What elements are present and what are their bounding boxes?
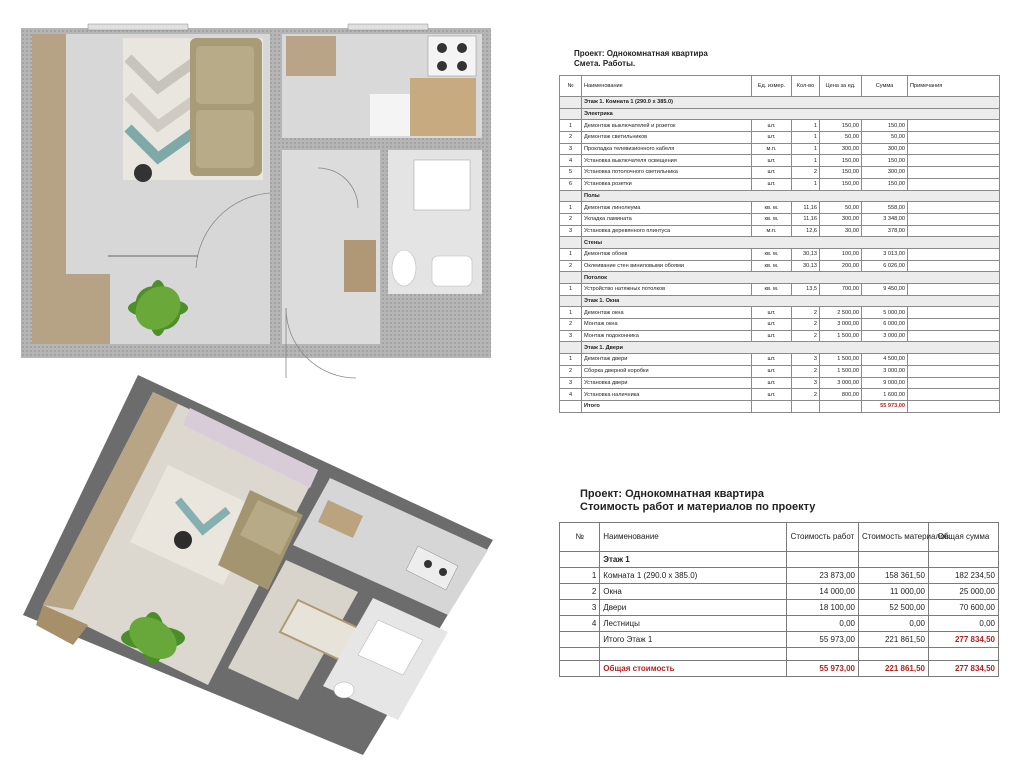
work-estimate-title-line1: Проект: Однокомнатная квартира <box>574 49 708 58</box>
table-cell: 2 <box>560 584 600 600</box>
table-cell <box>908 389 1000 401</box>
table-cell: 150,00 <box>820 120 862 132</box>
table-cell <box>908 132 1000 144</box>
table-cell: 3 <box>792 354 820 366</box>
col-header: Кол-во <box>792 76 820 97</box>
table-cell: 300,00 <box>862 167 908 179</box>
table-cell: шт. <box>752 377 792 389</box>
table-row <box>560 330 1000 342</box>
table-row <box>560 248 1000 260</box>
table-row <box>560 354 1000 366</box>
table-row <box>560 167 1000 179</box>
table-cell: 3 000,00 <box>862 365 908 377</box>
table-cell: 52 500,00 <box>859 600 929 616</box>
table-cell: 3 <box>560 143 582 155</box>
section-row <box>560 272 1000 284</box>
table-header-row <box>560 523 999 552</box>
table-cell: Потолок <box>582 272 1000 284</box>
table-cell: м.п. <box>752 143 792 155</box>
table-cell: 0,00 <box>928 616 998 632</box>
table-cell: 1 <box>560 568 600 584</box>
table-row <box>560 319 1000 331</box>
table-cell: Электрика <box>582 108 1000 120</box>
table-cell <box>560 400 582 412</box>
table-cell <box>752 400 792 412</box>
table-row <box>560 260 1000 272</box>
table-cell <box>859 552 929 568</box>
cost-summary-title-line1: Проект: Однокомнатная квартира <box>580 488 764 500</box>
table-cell: 158 361,50 <box>859 568 929 584</box>
table-cell: 221 861,50 <box>859 632 929 648</box>
table-cell: кв. м. <box>752 213 792 225</box>
table-cell: 5 000,00 <box>862 307 908 319</box>
table-cell: 11 000,00 <box>859 584 929 600</box>
table-cell: Установка потолочного светильника <box>582 167 752 179</box>
table-cell: 3 <box>560 377 582 389</box>
table-row <box>560 120 1000 132</box>
table-cell: 1 <box>792 143 820 155</box>
table-cell: Установка розетки <box>582 178 752 190</box>
table-cell: Монтаж подоконника <box>582 330 752 342</box>
floor-plan-3d <box>18 370 496 760</box>
table-cell: 300,00 <box>862 143 908 155</box>
table-cell: Окна <box>600 584 787 600</box>
table-cell: 1 600,00 <box>862 389 908 401</box>
table-cell: 2 <box>560 260 582 272</box>
floor-row <box>560 552 999 568</box>
table-cell: м.п. <box>752 225 792 237</box>
table-cell: Установка двери <box>582 377 752 389</box>
table-cell: 150,00 <box>862 178 908 190</box>
table-cell: 1 <box>560 284 582 296</box>
table-row <box>560 600 999 616</box>
table-cell: Установка деревянного плинтуса <box>582 225 752 237</box>
table-cell: Общая стоимость <box>600 661 787 677</box>
section-row <box>560 342 1000 354</box>
table-cell: 1 <box>560 120 582 132</box>
cost-summary-title <box>580 488 815 514</box>
table-cell: 1 <box>792 120 820 132</box>
table-cell <box>908 155 1000 167</box>
grand-total-row <box>560 661 999 677</box>
table-cell: Лестницы <box>600 616 787 632</box>
table-cell: 150,00 <box>820 167 862 179</box>
table-cell: шт. <box>752 132 792 144</box>
table-row <box>560 284 1000 296</box>
col-header: Стоимость работ <box>786 523 858 552</box>
table-cell: 9 000,00 <box>862 377 908 389</box>
table-cell: 5 <box>560 167 582 179</box>
table-cell <box>908 202 1000 214</box>
room-row <box>560 97 1000 109</box>
table-cell: 1 <box>792 155 820 167</box>
table-cell: шт. <box>752 167 792 179</box>
table-cell: Монтаж окна <box>582 319 752 331</box>
table-cell <box>908 248 1000 260</box>
cost-summary-body <box>560 552 999 677</box>
section-row <box>560 190 1000 202</box>
table-cell <box>560 97 582 109</box>
table-cell: 3 000,00 <box>862 330 908 342</box>
col-header: Примечания <box>908 76 1000 97</box>
table-cell: 1 <box>560 307 582 319</box>
table-cell: 4 <box>560 155 582 167</box>
table-cell: 11,16 <box>792 213 820 225</box>
table-cell: 1 <box>560 248 582 260</box>
table-cell <box>908 400 1000 412</box>
table-cell <box>560 552 600 568</box>
table-cell: 13,5 <box>792 284 820 296</box>
table-cell <box>560 237 582 249</box>
table-cell: 277 834,50 <box>928 661 998 677</box>
table-cell: Стены <box>582 237 1000 249</box>
table-cell: 150,00 <box>862 120 908 132</box>
table-row <box>560 389 1000 401</box>
table-cell: 221 861,50 <box>859 661 929 677</box>
table-cell: 2 <box>560 213 582 225</box>
table-row <box>560 365 1000 377</box>
table-cell: 300,00 <box>820 143 862 155</box>
cost-summary-title-line2: Стоимость работ и материалов по проекту <box>580 501 816 513</box>
table-cell: 70 600,00 <box>928 600 998 616</box>
table-cell: Итого <box>582 400 752 412</box>
col-header: Сумма <box>862 76 908 97</box>
table-cell: Этаж 1. Окна <box>582 295 1000 307</box>
table-cell: 3 000,00 <box>820 319 862 331</box>
table-cell: Итого Этаж 1 <box>600 632 787 648</box>
table-cell: 1 <box>560 202 582 214</box>
table-cell: 12,6 <box>792 225 820 237</box>
table-cell: Демонтаж линолеума <box>582 202 752 214</box>
table-cell: 3 013,00 <box>862 248 908 260</box>
table-cell: 182 234,50 <box>928 568 998 584</box>
table-cell: 3 <box>792 377 820 389</box>
table-cell: 378,00 <box>862 225 908 237</box>
table-cell <box>820 400 862 412</box>
table-row <box>560 616 999 632</box>
table-cell: Демонтаж окна <box>582 307 752 319</box>
table-cell <box>792 400 820 412</box>
table-cell: 1 500,00 <box>820 354 862 366</box>
table-row <box>560 377 1000 389</box>
table-cell: 2 <box>792 167 820 179</box>
table-cell <box>908 319 1000 331</box>
floor-total-row <box>560 632 999 648</box>
table-cell <box>560 108 582 120</box>
table-cell: Укладка ламината <box>582 213 752 225</box>
table-cell <box>908 213 1000 225</box>
table-cell <box>560 661 600 677</box>
table-row <box>560 213 1000 225</box>
table-cell: Сборка дверной коробки <box>582 365 752 377</box>
table-cell: 800,00 <box>820 389 862 401</box>
table-cell: шт. <box>752 155 792 167</box>
table-cell <box>560 190 582 202</box>
table-cell: 6 026,00 <box>862 260 908 272</box>
table-cell <box>560 632 600 648</box>
table-row <box>560 307 1000 319</box>
table-cell: 50,00 <box>862 132 908 144</box>
table-cell: Двери <box>600 600 787 616</box>
table-cell: Устройство натяжных потолков <box>582 284 752 296</box>
cost-summary-table <box>559 522 999 677</box>
table-cell: 18 100,00 <box>786 600 858 616</box>
table-cell: Демонтаж выключателей и розеток <box>582 120 752 132</box>
work-estimate-title-line2: Смета. Работы. <box>574 59 636 68</box>
table-row <box>560 225 1000 237</box>
table-cell: шт. <box>752 178 792 190</box>
table-cell <box>908 330 1000 342</box>
table-cell: 30,13 <box>792 248 820 260</box>
table-cell: 1 <box>792 132 820 144</box>
table-cell: 300,00 <box>820 213 862 225</box>
table-cell <box>908 143 1000 155</box>
table-cell: 1 500,00 <box>820 330 862 342</box>
table-cell <box>908 178 1000 190</box>
table-cell: Установка выключателя освещения <box>582 155 752 167</box>
spacer-row <box>560 648 999 661</box>
table-cell: шт. <box>752 354 792 366</box>
floor-plan-2d <box>18 18 493 390</box>
col-header: Цена за ед. <box>820 76 862 97</box>
table-cell: 150,00 <box>820 155 862 167</box>
table-row <box>560 143 1000 155</box>
section-row <box>560 295 1000 307</box>
table-cell: Прокладка телевизионного кабеля <box>582 143 752 155</box>
table-header-row <box>560 76 1000 97</box>
table-cell <box>786 552 858 568</box>
col-header: Общая сумма <box>928 523 998 552</box>
table-cell: 3 <box>560 330 582 342</box>
table-cell: 2 500,00 <box>820 307 862 319</box>
table-cell: 558,00 <box>862 202 908 214</box>
section-row <box>560 108 1000 120</box>
table-cell: 2 <box>792 307 820 319</box>
table-cell <box>908 307 1000 319</box>
table-cell: шт. <box>752 120 792 132</box>
table-cell: 30,13 <box>792 260 820 272</box>
table-cell: кв. м. <box>752 284 792 296</box>
col-header: Наименование <box>582 76 752 97</box>
table-cell <box>600 648 787 661</box>
table-row <box>560 568 999 584</box>
table-cell: 100,00 <box>820 248 862 260</box>
table-cell <box>908 284 1000 296</box>
table-cell <box>908 377 1000 389</box>
table-cell <box>908 167 1000 179</box>
table-cell <box>560 272 582 284</box>
table-cell: 2 <box>792 389 820 401</box>
table-cell: кв. м. <box>752 260 792 272</box>
table-cell <box>908 260 1000 272</box>
table-cell: Этаж 1. Двери <box>582 342 1000 354</box>
table-cell: 55 973,00 <box>862 400 908 412</box>
col-header: Стоимость материалов <box>859 523 929 552</box>
table-row <box>560 155 1000 167</box>
table-cell: 50,00 <box>820 132 862 144</box>
table-row <box>560 202 1000 214</box>
table-cell: 11,16 <box>792 202 820 214</box>
table-cell <box>560 342 582 354</box>
table-cell: 1 <box>792 178 820 190</box>
section-row <box>560 237 1000 249</box>
table-cell: 150,00 <box>862 155 908 167</box>
table-cell: 23 873,00 <box>786 568 858 584</box>
table-cell: шт. <box>752 330 792 342</box>
table-cell: 6 <box>560 178 582 190</box>
work-estimate-table <box>559 75 1000 413</box>
table-cell: Полы <box>582 190 1000 202</box>
table-cell: Оклеивание стен виниловыми обоями <box>582 260 752 272</box>
table-cell <box>928 648 998 661</box>
table-cell <box>928 552 998 568</box>
table-cell <box>908 120 1000 132</box>
table-cell <box>908 365 1000 377</box>
table-cell: Демонтаж светильников <box>582 132 752 144</box>
col-header: № <box>560 523 600 552</box>
table-cell: 4 <box>560 616 600 632</box>
table-cell: Этаж 1. Комната 1 (290.0 x 385.0) <box>582 97 1000 109</box>
col-header: Наименование <box>600 523 787 552</box>
table-cell: Установка наличника <box>582 389 752 401</box>
table-cell: кв. м. <box>752 248 792 260</box>
table-cell: шт. <box>752 307 792 319</box>
table-cell: Комната 1 (290.0 x 385.0) <box>600 568 787 584</box>
table-cell: 2 <box>560 365 582 377</box>
table-cell: Демонтаж двери <box>582 354 752 366</box>
table-cell: 700,00 <box>820 284 862 296</box>
table-cell: 0,00 <box>859 616 929 632</box>
table-cell <box>908 354 1000 366</box>
table-cell: шт. <box>752 389 792 401</box>
table-cell: 2 <box>792 365 820 377</box>
table-cell: 3 348,00 <box>862 213 908 225</box>
table-cell <box>560 295 582 307</box>
table-cell: 2 <box>560 319 582 331</box>
work-estimate-title <box>574 49 708 69</box>
table-row <box>560 132 1000 144</box>
table-cell: 150,00 <box>820 178 862 190</box>
table-cell: 55 973,00 <box>786 661 858 677</box>
table-cell <box>859 648 929 661</box>
table-cell: 50,00 <box>820 202 862 214</box>
table-cell: 3 <box>560 225 582 237</box>
table-cell <box>560 648 600 661</box>
total-row <box>560 400 1000 412</box>
table-cell: 4 500,00 <box>862 354 908 366</box>
table-cell: 9 450,00 <box>862 284 908 296</box>
table-cell: Демонтаж обоев <box>582 248 752 260</box>
table-cell: 1 <box>560 354 582 366</box>
table-cell: 277 834,50 <box>928 632 998 648</box>
table-cell: 2 <box>560 132 582 144</box>
table-cell: 2 <box>792 330 820 342</box>
table-cell: 3 <box>560 600 600 616</box>
table-row <box>560 178 1000 190</box>
table-cell: 1 500,00 <box>820 365 862 377</box>
table-row <box>560 584 999 600</box>
table-cell <box>786 648 858 661</box>
table-cell: шт. <box>752 365 792 377</box>
table-cell: 4 <box>560 389 582 401</box>
table-cell: 25 000,00 <box>928 584 998 600</box>
table-cell: 30,00 <box>820 225 862 237</box>
table-cell: 14 000,00 <box>786 584 858 600</box>
table-cell: кв. м. <box>752 202 792 214</box>
table-cell: 0,00 <box>786 616 858 632</box>
table-cell: 200,00 <box>820 260 862 272</box>
table-cell <box>908 225 1000 237</box>
table-cell: 6 000,00 <box>862 319 908 331</box>
table-cell: 2 <box>792 319 820 331</box>
table-cell: Этаж 1 <box>600 552 787 568</box>
table-cell: 55 973,00 <box>786 632 858 648</box>
table-cell: шт. <box>752 319 792 331</box>
col-header: Ед. измер. <box>752 76 792 97</box>
table-cell: 3 000,00 <box>820 377 862 389</box>
work-estimate-body <box>560 97 1000 413</box>
col-header: № <box>560 76 582 97</box>
